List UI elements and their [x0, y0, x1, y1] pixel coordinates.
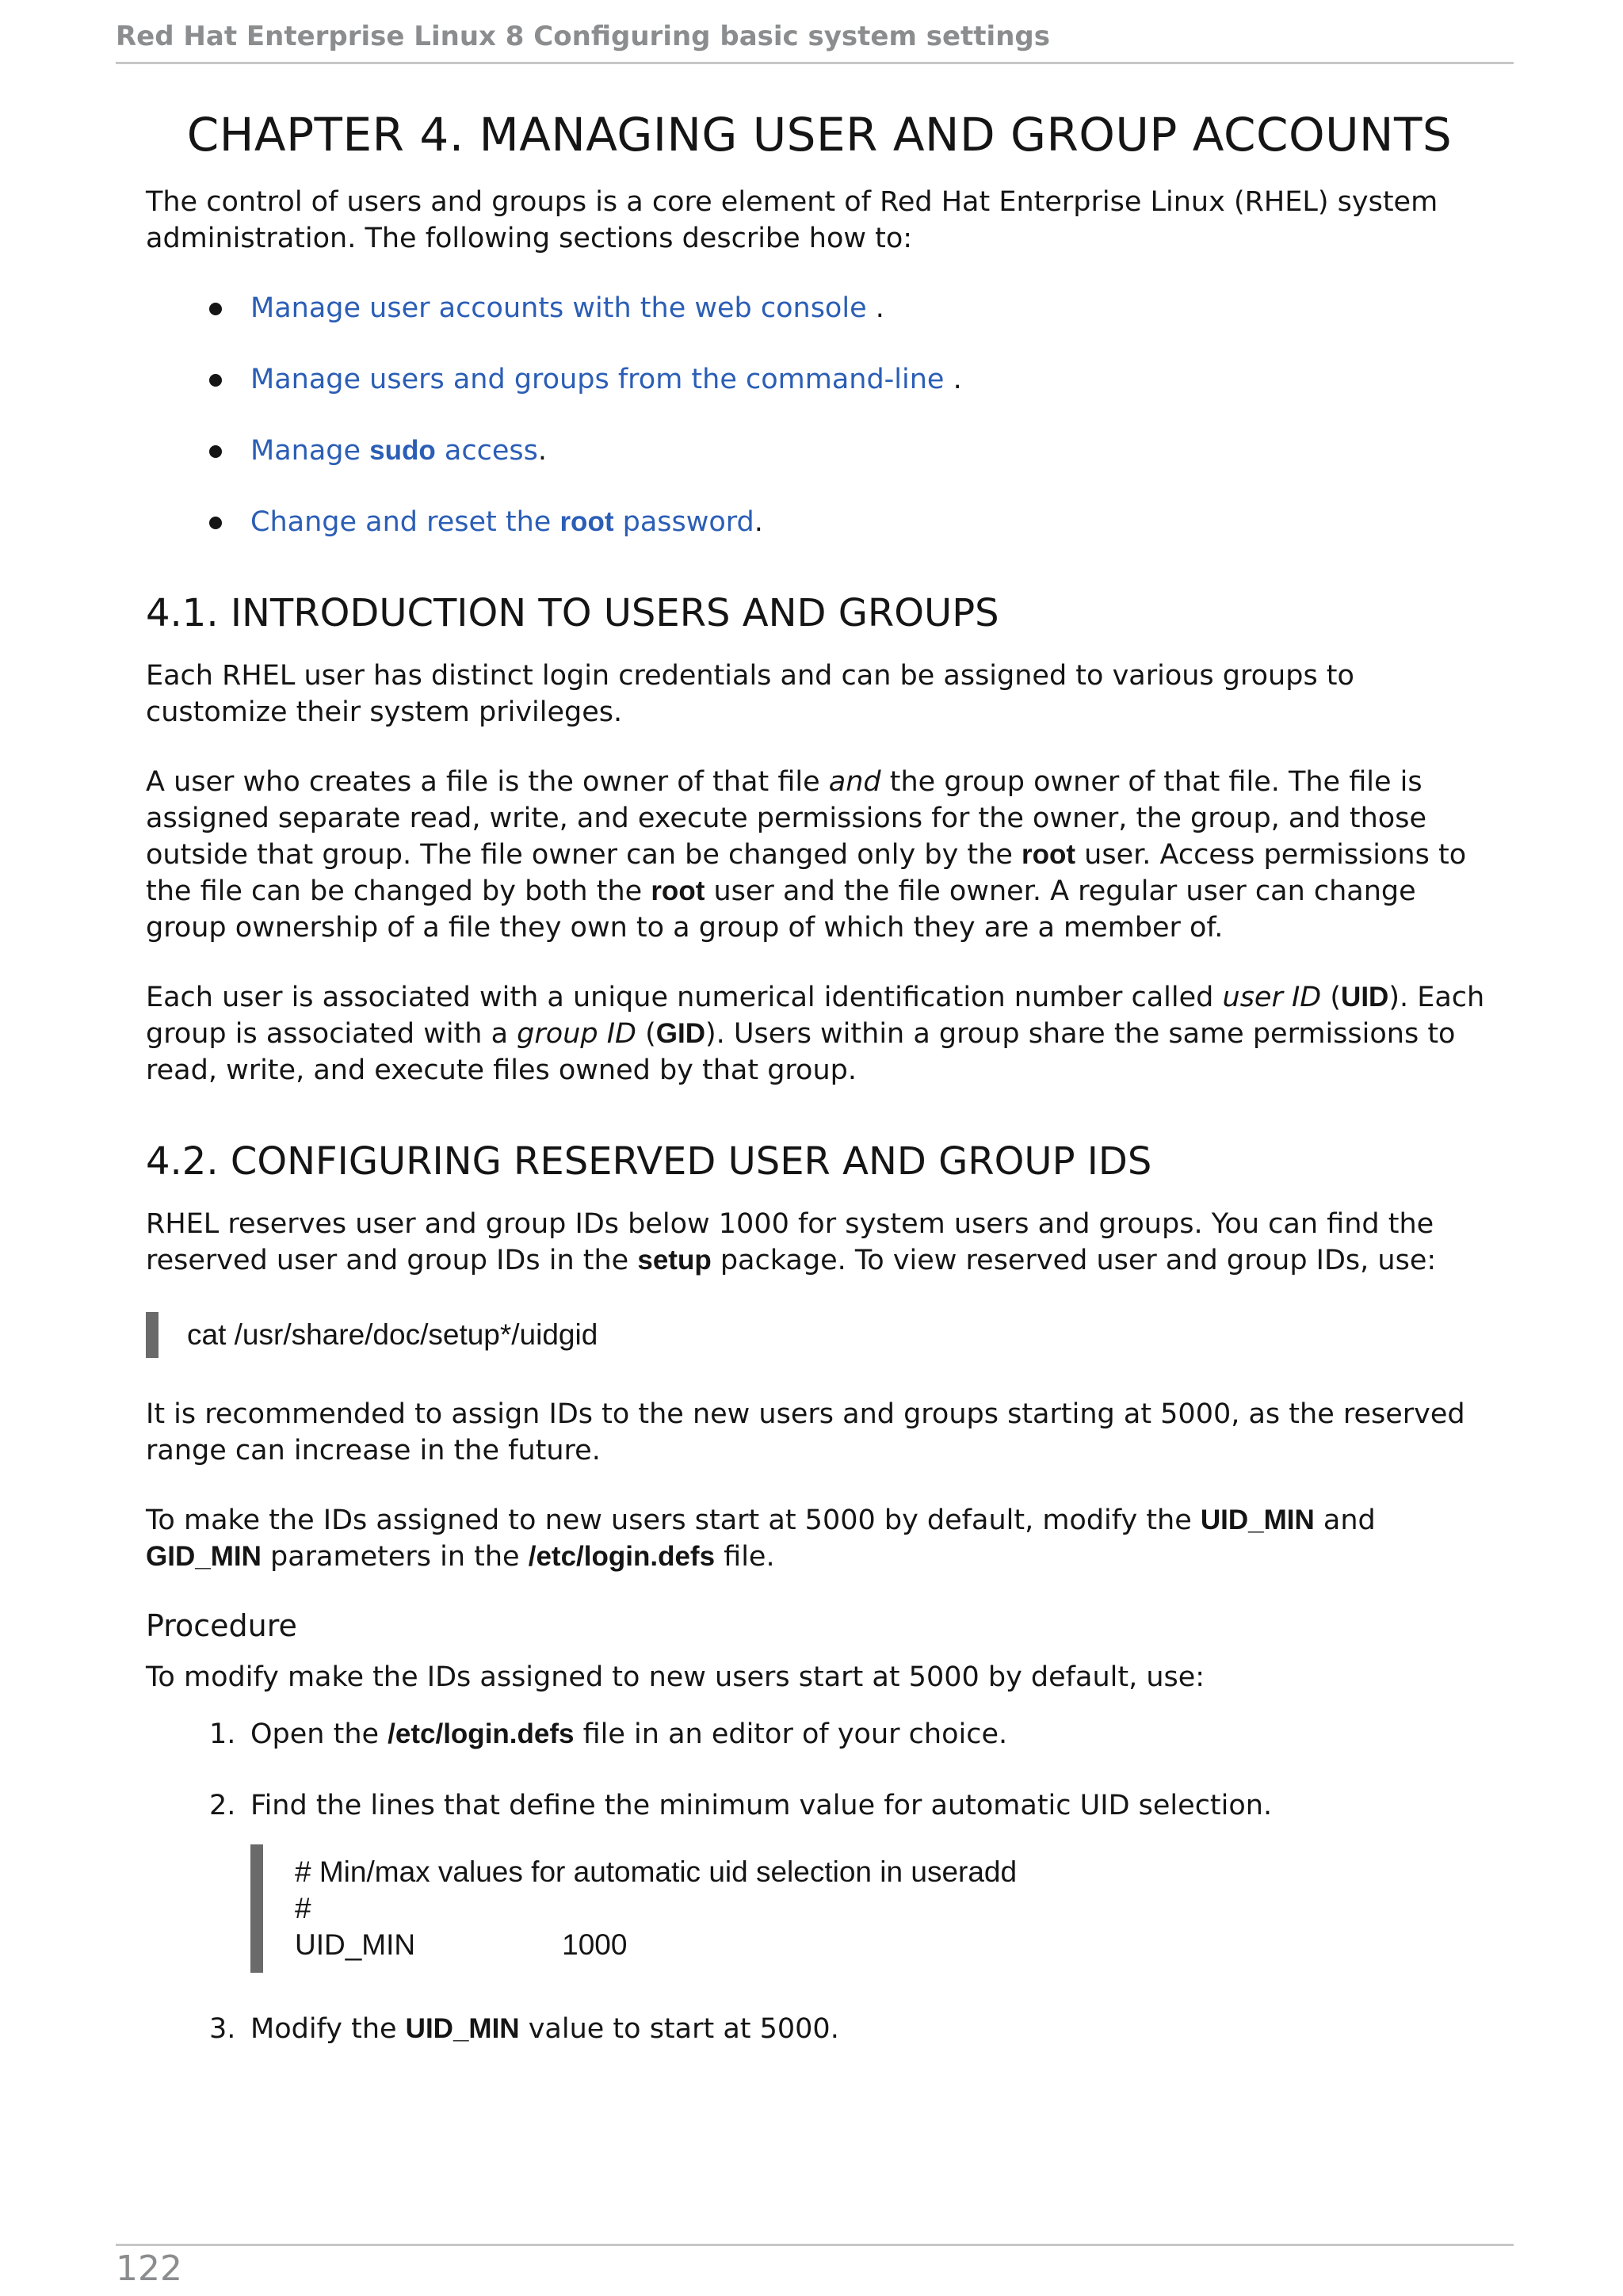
- page-number: 122: [116, 2248, 182, 2289]
- literal-uid: UID: [1341, 982, 1389, 1013]
- link-suffix: .: [866, 292, 884, 324]
- term-group-id: group ID: [517, 1018, 636, 1050]
- literal-sudo: sudo: [369, 435, 436, 466]
- literal-root: root: [1021, 839, 1076, 870]
- step-text: Open the /etc/login.defs file in an editor of your choice.: [250, 1718, 1008, 1750]
- link-change-reset-root-password[interactable]: Change and reset the root password: [250, 506, 754, 538]
- section-4-1-paragraph-2: A user who creates a file is the owner of that file and the group owner of that file. The file is assigned separate read, write, and execute permissions for the owner, the group, and those outside that group. The file owner can be changed only by the root user. Access permissions to the file can be changed by both the root user and the file owner. A regular user can change group ownership of a file they own to a group of which they are a member of.: [146, 766, 1467, 944]
- bullet-icon: [209, 517, 222, 529]
- footer-rule: [116, 2244, 1514, 2246]
- section-4-2-title: 4.2. CONFIGURING RESERVED USER AND GROUP IDS: [146, 1139, 1152, 1184]
- link-manage-users-groups-command-line[interactable]: Manage users and groups from the command-line: [250, 364, 945, 395]
- link-manage-sudo-access[interactable]: Manage sudo access: [250, 435, 538, 467]
- literal-login-defs: /etc/login.defs: [528, 1541, 716, 1572]
- list-item: [146, 504, 1493, 540]
- procedure-title: Procedure: [146, 1608, 297, 1643]
- header-rule: [116, 62, 1514, 64]
- list-item: [146, 290, 1493, 326]
- link-suffix: .: [754, 506, 763, 538]
- step-text: Modify the UID_MIN value to start at 5000.: [250, 2013, 839, 2045]
- section-4-1-paragraph-1: Each RHEL user has distinct login credentials and can be assigned to various groups to customize their system privileges.: [146, 660, 1354, 728]
- literal-root: root: [651, 875, 705, 906]
- section-4-2-paragraph-3: To make the IDs assigned to new users start at 5000 by default, modify the UID_MIN and GID_MIN parameters in the /etc/login.defs file.: [146, 1505, 1376, 1573]
- procedure-intro: To modify make the IDs assigned to new users start at 5000 by default, use:: [146, 1661, 1205, 1693]
- chapter-link-list: [146, 290, 1493, 540]
- literal-gid: GID: [655, 1018, 706, 1049]
- step-text: Find the lines that define the minimum value for automatic UID selection.: [250, 1790, 1273, 1821]
- page-content: [146, 108, 1493, 2082]
- section-4-2-paragraph-1: RHEL reserves user and group IDs below 1000 for system users and groups. You can find the reserved user and group IDs in the setup package. To view reserved user and group IDs, use:: [146, 1208, 1437, 1276]
- term-user-id: user ID: [1222, 982, 1322, 1013]
- running-header: Red Hat Enterprise Linux 8 Configuring basic system settings: [116, 21, 1050, 52]
- link-manage-user-accounts-web-console[interactable]: Manage user accounts with the web console: [250, 292, 867, 324]
- step-number: 3.: [209, 2013, 236, 2045]
- list-item: [146, 433, 1493, 469]
- chapter-intro: The control of users and groups is a core element of Red Hat Enterprise Linux (RHEL) system administration. The following sections describe how to:: [146, 186, 1438, 254]
- list-item: [146, 2011, 1493, 2047]
- list-item: [146, 1787, 1493, 1824]
- bullet-icon: [209, 303, 222, 315]
- literal-gid-min: GID_MIN: [146, 1541, 262, 1572]
- section-4-1-title: 4.1. INTRODUCTION TO USERS AND GROUPS: [146, 591, 999, 635]
- code-block-uidgid: cat /usr/share/doc/setup*/uidgid: [146, 1312, 1493, 1358]
- literal-root: root: [559, 506, 614, 537]
- bullet-icon: [209, 374, 222, 387]
- literal-login-defs: /etc/login.defs: [388, 1718, 575, 1749]
- step-number: 1.: [209, 1718, 236, 1750]
- bullet-icon: [209, 445, 222, 458]
- list-item: [146, 1716, 1493, 1753]
- link-suffix: .: [944, 364, 962, 395]
- literal-uid-min: UID_MIN: [1200, 1505, 1315, 1535]
- list-item: [146, 361, 1493, 398]
- emphasis-and: and: [828, 766, 881, 798]
- section-4-1-paragraph-3: Each user is associated with a unique numerical identification number called user ID (UID). Each group is associated with a group ID (GID). Users within a group share the same permissions to read, write, and execute files owned by that group.: [146, 982, 1485, 1086]
- section-4-2-paragraph-2: It is recommended to assign IDs to the new users and groups starting at 5000, as the reserved range can increase in the future.: [146, 1398, 1465, 1466]
- literal-setup: setup: [637, 1245, 712, 1276]
- procedure-steps: [146, 1716, 1493, 1824]
- chapter-title: CHAPTER 4. MANAGING USER AND GROUP ACCOUNTS: [186, 108, 1453, 162]
- step-number: 2.: [209, 1790, 236, 1821]
- link-suffix: .: [537, 435, 547, 467]
- procedure-steps-continued: [146, 2011, 1493, 2047]
- literal-uid-min: UID_MIN: [405, 2013, 520, 2044]
- code-block-uid-min: # Min/max values for automatic uid selection in useradd # UID_MIN 1000: [250, 1844, 1493, 1973]
